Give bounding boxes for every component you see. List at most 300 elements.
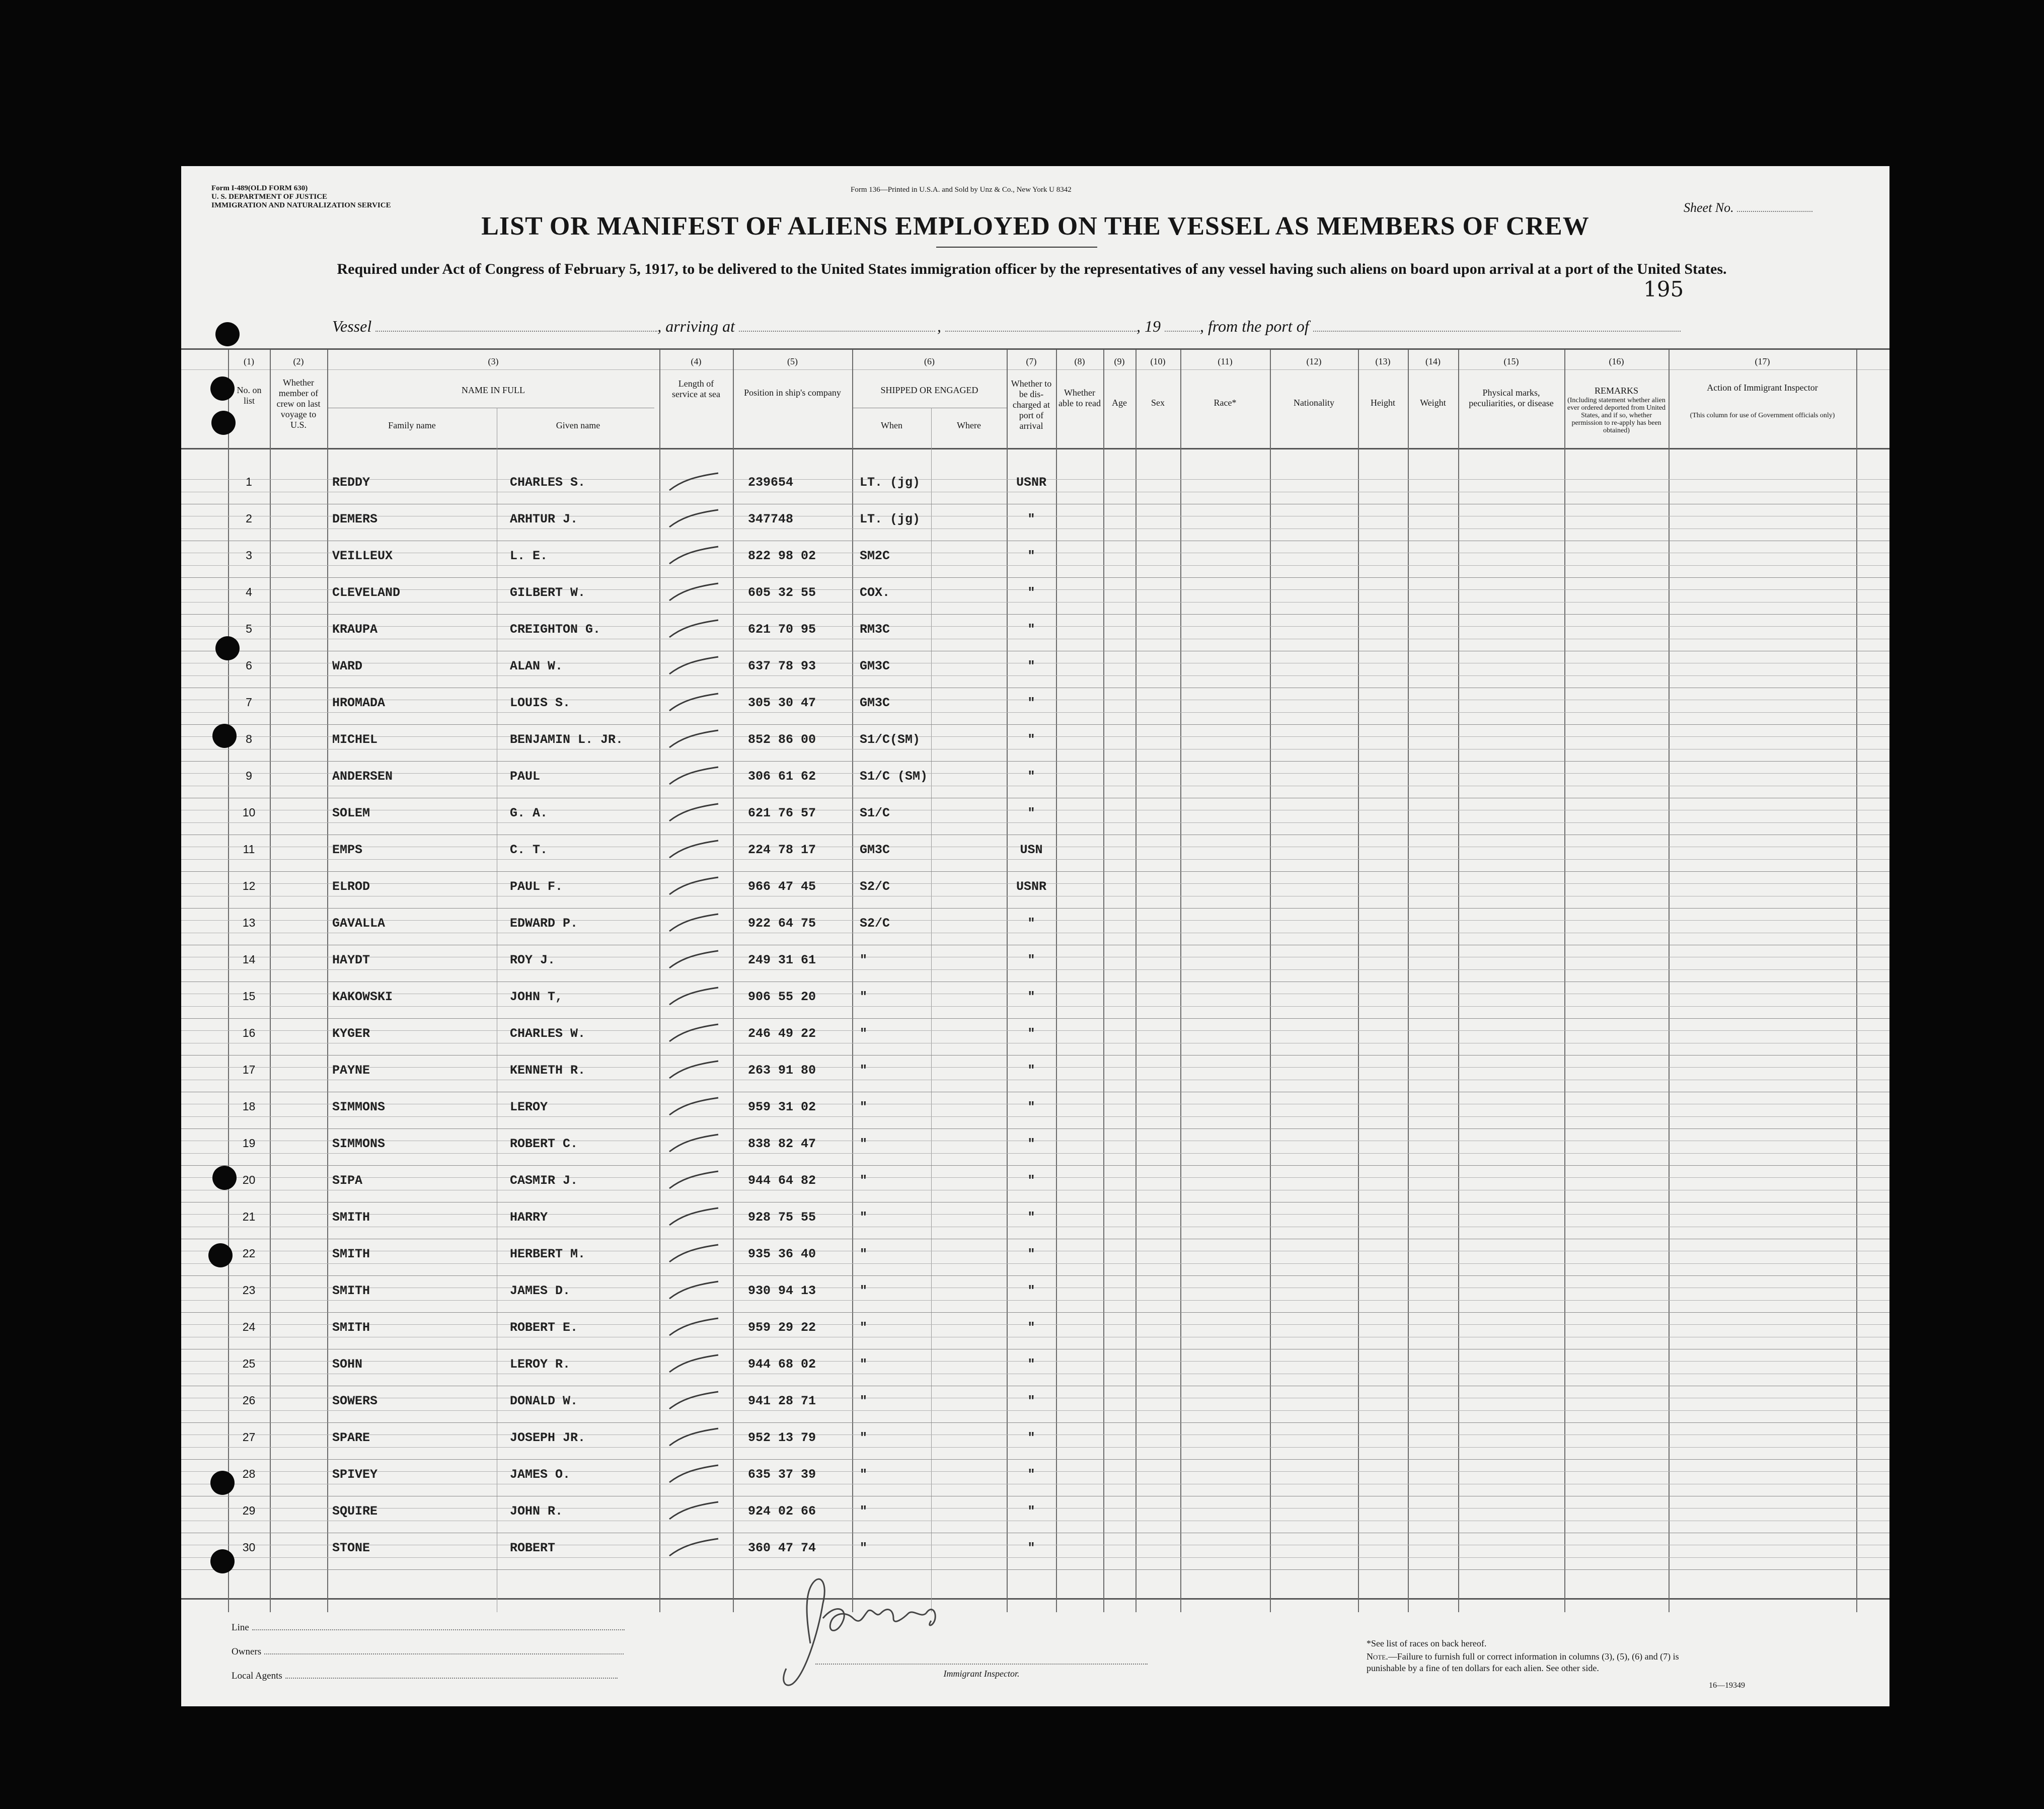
discharged-cell: " xyxy=(1027,1210,1035,1225)
family-name-cell: KAKOWSKI xyxy=(332,990,393,1004)
binder-hole xyxy=(208,1243,233,1267)
rank-cell: S2/C xyxy=(860,879,890,894)
rank-cell: S1/C xyxy=(860,806,890,820)
given-name-cell: JAMES O. xyxy=(510,1467,571,1482)
row-number: 23 xyxy=(242,1284,256,1297)
header-sex: Sex xyxy=(1151,398,1165,408)
note-label: Note. xyxy=(1367,1651,1388,1662)
binder-hole xyxy=(210,1549,235,1573)
row-number: 9 xyxy=(246,769,252,782)
family-name-cell: GAVALLA xyxy=(332,916,386,931)
row-rule xyxy=(181,969,1889,970)
column-number: (11) xyxy=(1218,356,1233,366)
header-discharged: Whether to be dis-charged at port of arrival xyxy=(1011,379,1052,431)
given-name-cell: CREIGHTON G. xyxy=(510,622,601,637)
row-rule xyxy=(181,1018,1889,1019)
family-name-cell: SIMMONS xyxy=(332,1137,386,1151)
service-number-cell: 930 94 13 xyxy=(748,1284,816,1298)
inspector-signature xyxy=(775,1563,1007,1804)
family-name-cell: MICHEL xyxy=(332,732,378,747)
given-name-cell: EDWARD P. xyxy=(510,916,578,931)
family-name-cell: WARD xyxy=(332,659,363,673)
service-number-cell: 224 78 17 xyxy=(748,843,816,857)
family-name-cell: KYGER xyxy=(332,1026,370,1041)
header-name-in-full: NAME IN FULL xyxy=(462,385,525,395)
service-length-tick-mark xyxy=(665,1130,726,1156)
discharged-cell: " xyxy=(1027,622,1035,637)
header-rule xyxy=(181,369,1889,370)
row-rule xyxy=(181,1006,1889,1007)
service-number-cell: 305 30 47 xyxy=(748,696,816,710)
table-bottom-rule xyxy=(181,1598,1889,1600)
row-rule xyxy=(181,1055,1889,1056)
service-number-cell: 360 47 74 xyxy=(748,1541,816,1555)
row-number: 28 xyxy=(242,1467,256,1480)
printer-line: Form 136—Printed in U.S.A. and Sold by Unz & Co., New York U 8342 xyxy=(851,186,1072,194)
discharged-cell: USN xyxy=(1020,843,1043,857)
service-number-cell: 605 32 55 xyxy=(748,585,816,600)
form-code: 16—19349 xyxy=(1709,1681,1745,1690)
given-name-cell: KENNETH R. xyxy=(510,1063,586,1078)
service-length-tick-mark xyxy=(665,1020,726,1045)
binder-hole xyxy=(215,322,240,346)
service-length-tick-mark xyxy=(665,1314,726,1339)
discharged-cell: " xyxy=(1027,806,1035,820)
rank-cell: " xyxy=(860,1541,868,1555)
header-length-of-service: Length of service at sea xyxy=(672,379,720,399)
given-name-cell: L. E. xyxy=(510,549,548,563)
row-rule xyxy=(181,1165,1889,1166)
given-name-cell: LEROY xyxy=(510,1100,548,1114)
service-length-tick-mark xyxy=(665,726,726,751)
service-length-tick-mark xyxy=(665,469,726,494)
discharged-cell: " xyxy=(1027,1357,1035,1372)
stamped-number: 195 xyxy=(1643,277,1684,302)
table-top-rule xyxy=(181,348,1889,350)
discharged-cell: " xyxy=(1027,1394,1035,1408)
row-rule xyxy=(181,1569,1889,1570)
service-length-tick-mark xyxy=(665,984,726,1009)
header-when: When xyxy=(881,420,902,430)
row-number: 10 xyxy=(242,806,256,819)
given-name-cell: ROBERT C. xyxy=(510,1137,578,1151)
vessel-line: Vessel , arriving at , , 19 , from the port of xyxy=(332,317,1681,336)
given-name-cell: G. A. xyxy=(510,806,548,820)
row-number: 6 xyxy=(246,659,252,672)
row-number: 27 xyxy=(242,1430,256,1444)
remarks-note: (Including statement whether alien ever ordered deported from United States, and if so, whether permission to re-apply has been obtained) xyxy=(1567,397,1666,434)
row-rule xyxy=(181,908,1889,909)
rank-cell: LT. (jg) xyxy=(860,475,921,490)
row-number: 24 xyxy=(242,1320,256,1333)
discharged-cell: " xyxy=(1027,549,1035,563)
rank-cell: " xyxy=(860,1210,868,1225)
header-shipped-or-engaged: SHIPPED OR ENGAGED xyxy=(880,385,978,395)
given-name-cell: JOSEPH JR. xyxy=(510,1430,586,1445)
discharged-cell: " xyxy=(1027,696,1035,710)
service-number-cell: 944 68 02 xyxy=(748,1357,816,1372)
service-length-tick-mark xyxy=(665,1461,726,1486)
discharged-cell: " xyxy=(1027,1063,1035,1078)
service-number-cell: 822 98 02 xyxy=(748,549,816,563)
header-age: Age xyxy=(1112,398,1127,408)
discharged-cell: " xyxy=(1027,512,1035,526)
column-number: (2) xyxy=(293,356,304,366)
rank-cell: " xyxy=(860,1320,868,1335)
row-rule xyxy=(181,577,1889,578)
row-rule xyxy=(181,871,1889,872)
discharged-cell: " xyxy=(1027,1137,1035,1151)
discharged-cell: " xyxy=(1027,769,1035,784)
rank-cell: " xyxy=(860,1100,868,1114)
row-rule xyxy=(181,822,1889,823)
header-able-to-read: Whether able to read xyxy=(1058,388,1101,408)
family-name-cell: SQUIRE xyxy=(332,1504,378,1519)
service-number-cell: 637 78 93 xyxy=(748,659,816,673)
service-number-cell: 621 76 57 xyxy=(748,806,816,820)
column-number: (3) xyxy=(488,356,499,366)
service-number-cell: 621 70 95 xyxy=(748,622,816,637)
discharged-cell: " xyxy=(1027,1504,1035,1519)
service-length-tick-mark xyxy=(665,1241,726,1266)
header-remarks: REMARKS xyxy=(1594,386,1639,396)
service-length-tick-mark xyxy=(665,579,726,605)
form-id-line: U. S. DEPARTMENT OF JUSTICE xyxy=(211,193,328,201)
discharged-cell: " xyxy=(1027,732,1035,747)
column-number: (15) xyxy=(1503,356,1519,366)
given-name-cell: PAUL F. xyxy=(510,879,563,894)
column-number: (1) xyxy=(244,356,254,366)
form-id-line: Form I-489(OLD FORM 630) xyxy=(211,184,308,192)
row-number: 21 xyxy=(242,1210,256,1223)
rank-cell: " xyxy=(860,1357,868,1372)
rank-cell: " xyxy=(860,1504,868,1519)
row-number: 12 xyxy=(242,879,256,892)
row-number: 30 xyxy=(242,1541,256,1554)
service-length-tick-mark xyxy=(665,1388,726,1413)
service-length-tick-mark xyxy=(665,690,726,715)
discharged-cell: " xyxy=(1027,1430,1035,1445)
binder-hole xyxy=(210,376,235,401)
service-number-cell: 635 37 39 xyxy=(748,1467,816,1482)
given-name-cell: JOHN T, xyxy=(510,990,563,1004)
header-nationality: Nationality xyxy=(1294,398,1334,408)
discharged-cell: " xyxy=(1027,659,1035,673)
header-whether-member: Whether member of crew on last voyage to U.S. xyxy=(276,378,321,430)
family-name-cell: STONE xyxy=(332,1541,370,1555)
given-name-cell: GILBERT W. xyxy=(510,585,586,600)
service-length-tick-mark xyxy=(665,653,726,678)
service-length-tick-mark xyxy=(665,543,726,568)
family-name-cell: SPIVEY xyxy=(332,1467,378,1482)
row-number: 8 xyxy=(246,732,252,745)
rank-cell: " xyxy=(860,990,868,1004)
service-length-tick-mark xyxy=(665,837,726,862)
binder-hole xyxy=(215,636,240,660)
row-number: 29 xyxy=(242,1504,256,1517)
service-number-cell: 347748 xyxy=(748,512,794,526)
header-height: Height xyxy=(1371,398,1395,408)
row-number: 19 xyxy=(242,1137,256,1150)
family-name-cell: PAYNE xyxy=(332,1063,370,1078)
family-name-cell: SPARE xyxy=(332,1430,370,1445)
rank-cell: COX. xyxy=(860,585,890,600)
rank-cell: LT. (jg) xyxy=(860,512,921,526)
service-number-cell: 239654 xyxy=(748,475,794,490)
row-number: 16 xyxy=(242,1026,256,1039)
service-length-tick-mark xyxy=(665,1204,726,1229)
discharged-cell: " xyxy=(1027,1320,1035,1335)
rank-cell: S1/C(SM) xyxy=(860,732,921,747)
rank-cell: GM3C xyxy=(860,843,890,857)
vessel-label: Vessel xyxy=(332,317,372,335)
service-length-tick-mark xyxy=(665,1277,726,1303)
given-name-cell: CHARLES W. xyxy=(510,1026,586,1041)
row-rule xyxy=(181,1263,1889,1264)
family-name-cell: SMITH xyxy=(332,1210,370,1225)
discharged-cell: " xyxy=(1027,990,1035,1004)
row-number: 17 xyxy=(242,1063,256,1076)
family-name-cell: HROMADA xyxy=(332,696,386,710)
inspector-label: Immigrant Inspector. xyxy=(943,1669,1020,1679)
given-name-cell: HARRY xyxy=(510,1210,548,1225)
service-number-cell: 924 02 66 xyxy=(748,1504,816,1519)
service-number-cell: 246 49 22 xyxy=(748,1026,816,1041)
row-rule xyxy=(181,761,1889,762)
family-name-cell: SIMMONS xyxy=(332,1100,386,1114)
row-number: 7 xyxy=(246,696,252,709)
from-label: , from the port of xyxy=(1199,317,1309,335)
service-number-cell: 935 36 40 xyxy=(748,1247,816,1261)
row-rule xyxy=(181,565,1889,566)
row-rule xyxy=(181,1557,1889,1558)
service-length-tick-mark xyxy=(665,947,726,972)
column-number: (16) xyxy=(1609,356,1624,366)
family-name-cell: VEILLEUX xyxy=(332,549,393,563)
rank-cell: SM2C xyxy=(860,549,890,563)
service-number-cell: 941 28 71 xyxy=(748,1394,816,1408)
family-name-cell: EMPS xyxy=(332,843,363,857)
given-name-cell: ALAN W. xyxy=(510,659,563,673)
row-number: 1 xyxy=(246,475,252,488)
row-rule xyxy=(181,1422,1889,1423)
row-number: 2 xyxy=(246,512,252,525)
family-name-cell: KRAUPA xyxy=(332,622,378,637)
rank-cell: RM3C xyxy=(860,622,890,637)
row-number: 18 xyxy=(242,1100,256,1113)
row-rule xyxy=(181,712,1889,713)
rank-cell: " xyxy=(860,1026,868,1041)
header-bottom-rule xyxy=(181,448,1889,449)
family-name-cell: SMITH xyxy=(332,1284,370,1298)
service-number-cell: 838 82 47 xyxy=(748,1137,816,1151)
family-name-cell: CLEVELAND xyxy=(332,585,401,600)
discharged-cell: " xyxy=(1027,1467,1035,1482)
column-number: (12) xyxy=(1306,356,1322,366)
rank-cell: " xyxy=(860,1467,868,1482)
discharged-cell: " xyxy=(1027,585,1035,600)
column-number: (13) xyxy=(1375,356,1391,366)
service-length-tick-mark xyxy=(665,1167,726,1192)
header-no-on-list: No. on list xyxy=(237,385,262,406)
rank-cell: " xyxy=(860,1063,868,1078)
row-number: 13 xyxy=(242,916,256,929)
service-length-tick-mark xyxy=(665,1424,726,1450)
family-name-cell: SOWERS xyxy=(332,1394,378,1408)
header-family-name: Family name xyxy=(388,420,436,430)
discharged-cell: " xyxy=(1027,1100,1035,1114)
discharged-cell: " xyxy=(1027,1247,1035,1261)
service-number-cell: 959 29 22 xyxy=(748,1320,816,1335)
discharged-cell: " xyxy=(1027,953,1035,967)
column-number: (10) xyxy=(1150,356,1166,366)
action-note: (This column for use of Government officials only) xyxy=(1690,412,1835,419)
row-rule xyxy=(181,1312,1889,1313)
title-rule xyxy=(936,247,1097,248)
rank-cell: " xyxy=(860,1247,868,1261)
local-agents-label: Local Agents xyxy=(232,1671,282,1681)
service-number-cell: 922 64 75 xyxy=(748,916,816,931)
rank-cell: " xyxy=(860,953,868,967)
row-rule xyxy=(181,1116,1889,1117)
service-length-tick-mark xyxy=(665,506,726,531)
row-rule xyxy=(181,675,1889,676)
row-rule xyxy=(181,1275,1889,1276)
note-text: —Failure to furnish full or correct information in columns (3), (5), (6) and (7) is punishable by a fine of ten dollars for each alien. See other side. xyxy=(1367,1651,1679,1673)
row-rule xyxy=(181,859,1889,860)
row-number: 25 xyxy=(242,1357,256,1370)
family-name-cell: SMITH xyxy=(332,1247,370,1261)
row-rule xyxy=(181,614,1889,615)
column-number: (4) xyxy=(691,356,702,366)
header-weight: Weight xyxy=(1420,398,1446,408)
rank-cell: S1/C (SM) xyxy=(860,769,928,784)
line-label: Line xyxy=(232,1622,249,1633)
row-number: 15 xyxy=(242,990,256,1003)
row-number: 3 xyxy=(246,549,252,562)
given-name-cell: ROY J. xyxy=(510,953,556,967)
arriving-label: , arriving at xyxy=(657,317,735,335)
family-name-cell: HAYDT xyxy=(332,953,370,967)
given-name-cell: ARHTUR J. xyxy=(510,512,578,526)
form-id-line: IMMIGRATION AND NATURALIZATION SERVICE xyxy=(211,201,391,209)
rank-cell: S2/C xyxy=(860,916,890,931)
header-given-name: Given name xyxy=(556,420,600,430)
service-number-cell: 966 47 45 xyxy=(748,879,816,894)
page-title: LIST OR MANIFEST OF ALIENS EMPLOYED ON THE VESSEL AS MEMBERS OF CREW xyxy=(481,212,1589,241)
column-number: (14) xyxy=(1425,356,1441,366)
row-number: 11 xyxy=(243,843,255,856)
note-block xyxy=(1367,1651,1709,1674)
rank-cell: " xyxy=(860,1430,868,1445)
service-length-tick-mark xyxy=(665,800,726,825)
discharged-cell: " xyxy=(1027,1541,1035,1555)
family-name-cell: SOLEM xyxy=(332,806,370,820)
discharged-cell: USNR xyxy=(1016,475,1046,490)
binder-hole xyxy=(212,724,237,748)
owners-label: Owners xyxy=(232,1646,262,1657)
form-id-block xyxy=(211,184,391,210)
given-name-cell: LOUIS S. xyxy=(510,696,571,710)
given-name-cell: JAMES D. xyxy=(510,1284,571,1298)
rank-cell: " xyxy=(860,1137,868,1151)
family-name-cell: SOHN xyxy=(332,1357,363,1372)
row-number: 26 xyxy=(242,1394,256,1407)
column-number: (5) xyxy=(787,356,798,366)
row-rule xyxy=(181,1300,1889,1301)
family-name-cell: ELROD xyxy=(332,879,370,894)
row-number: 14 xyxy=(242,953,256,966)
races-note: *See list of races on back hereof. xyxy=(1367,1638,1487,1648)
manifest-sheet xyxy=(181,166,1889,1706)
sheet-label: Sheet No. xyxy=(1684,200,1734,215)
row-number: 5 xyxy=(246,622,252,635)
service-number-cell: 944 64 82 xyxy=(748,1173,816,1188)
service-number-cell: 263 91 80 xyxy=(748,1063,816,1078)
given-name-cell: CHARLES S. xyxy=(510,475,586,490)
service-number-cell: 249 31 61 xyxy=(748,953,816,967)
family-name-cell: ANDERSEN xyxy=(332,769,393,784)
given-name-cell: HERBERT M. xyxy=(510,1247,586,1261)
family-name-cell: SIPA xyxy=(332,1173,363,1188)
column-number: (17) xyxy=(1755,356,1770,366)
service-number-cell: 959 31 02 xyxy=(748,1100,816,1114)
given-name-cell: JOHN R. xyxy=(510,1504,563,1519)
discharged-cell: " xyxy=(1027,1026,1035,1041)
service-number-cell: 952 13 79 xyxy=(748,1430,816,1445)
discharged-cell: " xyxy=(1027,1173,1035,1188)
service-length-tick-mark xyxy=(665,1057,726,1082)
rank-cell: GM3C xyxy=(860,696,890,710)
inspector-signature-line xyxy=(815,1664,1148,1665)
row-rule xyxy=(181,1447,1889,1448)
header-action: Action of Immigrant Inspector xyxy=(1707,383,1818,393)
service-number-cell: 306 61 62 xyxy=(748,769,816,784)
service-length-tick-mark xyxy=(665,1498,726,1523)
footer-fields xyxy=(232,1616,625,1688)
binder-hole xyxy=(212,1166,237,1190)
page-subtitle: Required under Act of Congress of February 5, 1917, to be delivered to the United States immigration officer by the representatives of any vessel having such aliens on board upon arrival at a port of the United States. xyxy=(337,261,1727,277)
row-rule xyxy=(181,1410,1889,1411)
row-rule xyxy=(181,724,1889,725)
given-name-cell: ROBERT E. xyxy=(510,1320,578,1335)
given-name-cell: ROBERT xyxy=(510,1541,556,1555)
row-rule xyxy=(181,1153,1889,1154)
column-number: (9) xyxy=(1114,356,1125,366)
year-label: , 19 xyxy=(1136,317,1161,335)
service-length-tick-mark xyxy=(665,616,726,641)
header-race: Race* xyxy=(1214,398,1237,408)
column-number: (6) xyxy=(924,356,935,366)
given-name-cell: C. T. xyxy=(510,843,548,857)
row-rule xyxy=(181,1459,1889,1460)
column-number: (7) xyxy=(1026,356,1037,366)
row-number: 4 xyxy=(246,585,252,598)
given-name-cell: CASMIR J. xyxy=(510,1173,578,1188)
given-name-cell: LEROY R. xyxy=(510,1357,571,1372)
rank-cell: " xyxy=(860,1284,868,1298)
binder-hole xyxy=(211,411,236,435)
service-number-cell: 852 86 00 xyxy=(748,732,816,747)
service-length-tick-mark xyxy=(665,1094,726,1119)
family-name-cell: DEMERS xyxy=(332,512,378,526)
service-number-cell: 906 55 20 xyxy=(748,990,816,1004)
service-length-tick-mark xyxy=(665,763,726,788)
binder-hole xyxy=(210,1471,235,1495)
family-name-cell: REDDY xyxy=(332,475,370,490)
discharged-cell: USNR xyxy=(1016,879,1046,894)
given-name-cell: PAUL xyxy=(510,769,541,784)
